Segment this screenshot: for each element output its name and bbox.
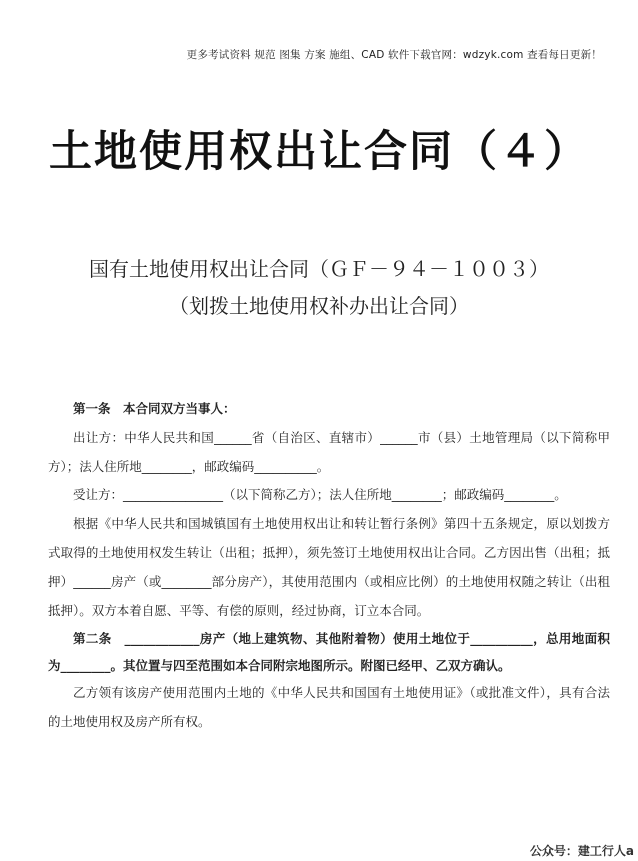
transferee-paragraph: 受让方：________________（以下简称乙方）；法人住所地________；邮政编码________。 [73, 487, 567, 503]
certificate-paragraph: 乙方领有该房产使用范围内土地的《中华人民共和国国有土地使用证》（或批准文件），具有合法的土地使用权及房产所有权。 [48, 685, 610, 730]
article-1-heading: 第一条 本合同双方当事人： [73, 401, 236, 416]
article-2-paragraph: 第二条 ____________房产（地上建筑物、其他附着物）使用土地位于__________，总用地面积为________。其位置与四至范围如本合同附宗地图所示。附图已经甲、乙双方确认。 [48, 631, 610, 674]
contract-body [48, 395, 610, 737]
contract-subtitle-note: （划拨土地使用权补办出让合同） [169, 294, 469, 318]
basis-paragraph: 根据《中华人民共和国城镇国有土地使用权出让和转让暂行条例》第四十五条规定，原以划拨方式取得的土地使用权发生转让（出租；抵押），须先签订土地使用权出让合同。乙方因出售（出租；抵押）______房产（或________部分房产），其使用范围内（或相应比例）的土地使用权随之转让（出租抵押）。双方本着自愿、平等、有偿的原则，经过协商，订立本合同。 [48, 516, 610, 618]
footer-note: 公众号：建工行人a [529, 844, 634, 858]
contract-subtitle: 国有土地使用权出让合同（ＧＦ－９４－１００３） [89, 257, 549, 281]
page-title: 土地使用权出让合同（４） [49, 127, 589, 177]
header-note: 更多考试资料 规范 图集 方案 施组、CAD 软件下载官网：wdzyk.com 查看每日更新！ [186, 49, 602, 61]
transferor-paragraph: 出让方：中华人民共和国______省（自治区、直辖市）______市（县）土地管理局（以下简称甲方）；法人住所地________，邮政编码__________。 [48, 429, 610, 474]
